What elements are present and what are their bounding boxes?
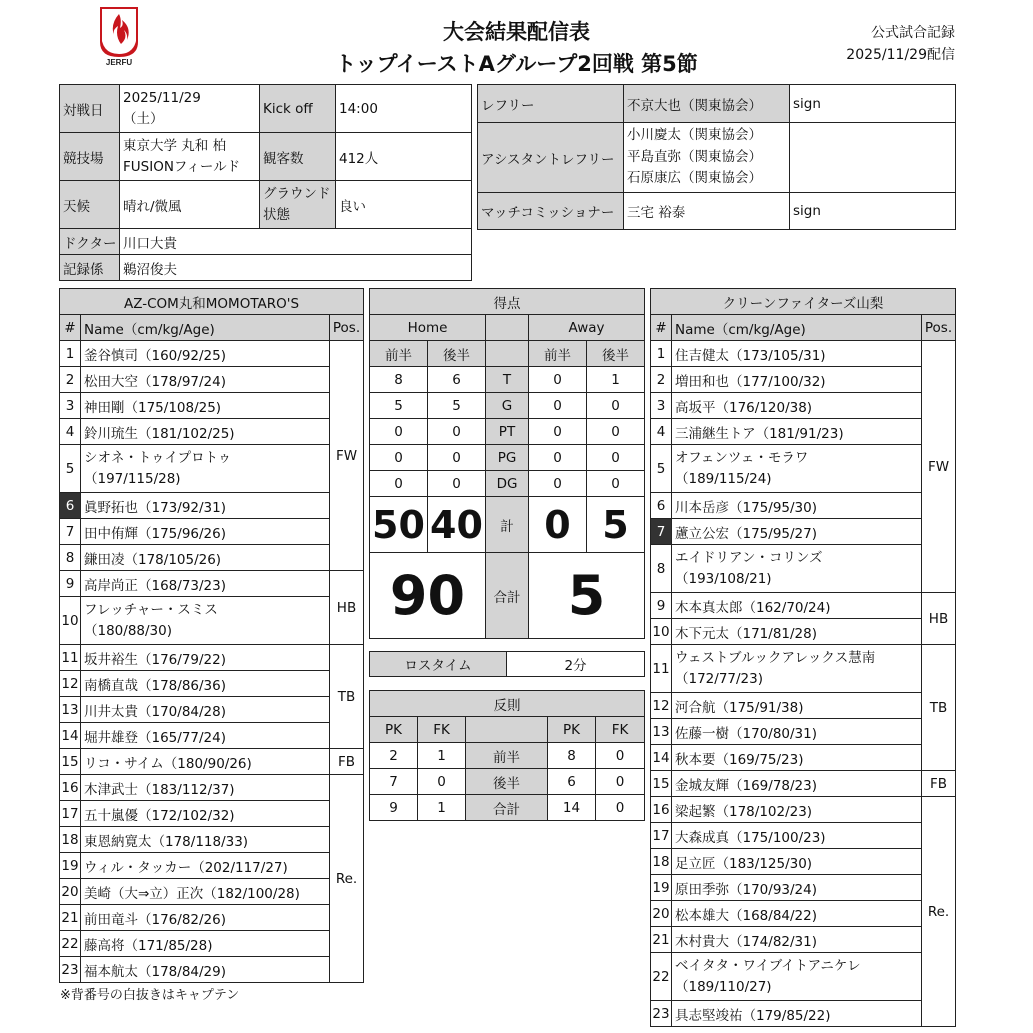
penalty-cell: 2 (370, 743, 418, 769)
player-number: 13 (60, 697, 81, 723)
away-second-half-header: 後半 (587, 341, 645, 367)
ar-label: アシスタントレフリー (478, 123, 624, 193)
player-number: 23 (651, 1001, 672, 1027)
away-roster-table (650, 288, 956, 1027)
score-cell: 0 (428, 471, 486, 497)
col-name: Name（cm/kg/Age) (672, 315, 922, 341)
score-cell: 5 (370, 393, 428, 419)
player-name: 堀井雄登（165/77/24) (81, 723, 330, 749)
player-number: 23 (60, 957, 81, 983)
penalty-title: 反則 (370, 691, 645, 717)
score-cell: 6 (428, 367, 486, 393)
score-type-label: G (486, 393, 529, 419)
score-cell: 0 (587, 445, 645, 471)
player-name: エイドリアン・コリンズ （193/108/21) (672, 545, 922, 593)
player-name: 金城友輝（169/78/23) (672, 771, 922, 797)
player-name: 秋本要（169/75/23) (672, 745, 922, 771)
score-cell: 5 (428, 393, 486, 419)
player-number: 4 (60, 419, 81, 445)
captain-number: 7 (651, 519, 672, 545)
position-reserve: Re. (330, 775, 364, 983)
player-number: 5 (60, 445, 81, 493)
score-blank (486, 315, 529, 341)
venue-label: 競技場 (60, 133, 120, 181)
player-number: 12 (60, 671, 81, 697)
captain-footnote: ※背番号の白抜きはキャプテン (60, 988, 240, 1003)
away-first-half-header: 前半 (529, 341, 587, 367)
penalty-period-label: 前半 (466, 743, 548, 769)
score-title: 得点 (370, 289, 645, 315)
penalty-cell: 0 (596, 769, 645, 795)
penalty-cell: 6 (548, 769, 596, 795)
position-tb: TB (922, 645, 956, 771)
player-name: 眞野拓也（173/92/31) (81, 493, 330, 519)
score-type-label: T (486, 367, 529, 393)
player-name: ウィル・タッカー（202/117/27) (81, 853, 330, 879)
player-name: 住吉健太（173/105/31) (672, 341, 922, 367)
doctor-label: ドクター (60, 229, 120, 255)
away-second-half-points: 5 (587, 497, 645, 553)
player-name: 高岸尚正（168/73/23) (81, 571, 330, 597)
col-num: # (60, 315, 81, 341)
penalty-blank (466, 717, 548, 743)
player-number: 9 (651, 593, 672, 619)
recorder-label: 記録係 (60, 255, 120, 281)
venue-value: 東京大学 丸和 柏 FUSIONフィールド (120, 133, 260, 181)
player-name: 前田竜斗（176/82/26) (81, 905, 330, 931)
player-name: 福本航太（178/84/29) (81, 957, 330, 983)
player-number: 4 (651, 419, 672, 445)
home-pk-header: PK (370, 717, 418, 743)
away-team-name: クリーンファイターズ山梨 (651, 289, 956, 315)
ar-values: 小川慶太（関東協会） 平島直弥（関東協会） 石原康広（関東協会） (624, 123, 790, 193)
player-name: 河合航（175/91/38) (672, 693, 922, 719)
player-name: 五十嵐優（172/102/32) (81, 801, 330, 827)
penalty-cell: 0 (418, 769, 466, 795)
player-name: リコ・サイム（180/90/26) (81, 749, 330, 775)
subtotal-label: 計 (486, 497, 529, 553)
penalty-period-label: 後半 (466, 769, 548, 795)
player-number: 18 (60, 827, 81, 853)
referee-sign: sign (790, 85, 956, 123)
commissioner-sign: sign (790, 193, 956, 230)
date-value: 2025/11/29 （土） (120, 85, 260, 133)
score-cell: 0 (529, 367, 587, 393)
player-name: 東恩納寛太（178/118/33) (81, 827, 330, 853)
player-number: 12 (651, 693, 672, 719)
referee-value: 不京大也（関東協会） (624, 85, 790, 123)
player-name: 鈴川琉生（181/102/25) (81, 419, 330, 445)
player-number: 22 (651, 953, 672, 1001)
player-number: 3 (60, 393, 81, 419)
player-name: 木下元太（171/81/28) (672, 619, 922, 645)
player-number: 8 (60, 545, 81, 571)
score-home-header: Home (370, 315, 486, 341)
home-team-name: AZ-COM丸和MOMOTARO'S (60, 289, 364, 315)
player-number: 17 (651, 823, 672, 849)
player-number: 2 (651, 367, 672, 393)
score-cell: 0 (587, 471, 645, 497)
player-name: 高坂平（176/120/38) (672, 393, 922, 419)
player-name: 木村貴大（174/82/31) (672, 927, 922, 953)
position-fw: FW (922, 341, 956, 593)
score-cell: 0 (370, 445, 428, 471)
position-hb: HB (330, 571, 364, 645)
score-cell: 0 (529, 419, 587, 445)
player-name: 南橋直哉（178/86/36) (81, 671, 330, 697)
date-label: 対戦日 (60, 85, 120, 133)
weather-label: 天候 (60, 181, 120, 229)
player-name: 田中侑輝（175/96/26) (81, 519, 330, 545)
player-number: 21 (651, 927, 672, 953)
player-name: 大森成真（175/100/23) (672, 823, 922, 849)
position-reserve: Re. (922, 797, 956, 1027)
penalty-cell: 8 (548, 743, 596, 769)
player-name: 松本雄大（168/84/22) (672, 901, 922, 927)
player-number: 14 (651, 745, 672, 771)
player-number: 17 (60, 801, 81, 827)
player-name: 松田大空（178/97/24) (81, 367, 330, 393)
score-type-label: PT (486, 419, 529, 445)
player-number: 5 (651, 445, 672, 493)
ground-label: グラウンド 状態 (260, 181, 336, 229)
score-cell: 0 (428, 419, 486, 445)
player-name: 川本岳彦（175/95/30) (672, 493, 922, 519)
ar-sign (790, 123, 956, 193)
player-number: 18 (651, 849, 672, 875)
position-fw: FW (330, 341, 364, 571)
away-total-points: 5 (529, 553, 645, 639)
player-name: 藤高将（171/85/28) (81, 931, 330, 957)
penalty-cell: 9 (370, 795, 418, 821)
player-number: 3 (651, 393, 672, 419)
player-number: 1 (651, 341, 672, 367)
score-cell: 0 (587, 419, 645, 445)
player-name: シオネ・トゥイプロトゥ （197/115/28) (81, 445, 330, 493)
score-cell: 8 (370, 367, 428, 393)
player-name: 木本真太郎（162/70/24) (672, 593, 922, 619)
penalty-period-label: 合計 (466, 795, 548, 821)
player-name: 増田和也（177/100/32) (672, 367, 922, 393)
penalty-cell: 0 (596, 743, 645, 769)
player-number: 11 (60, 645, 81, 671)
recorder-value: 鵜沼俊夫 (120, 255, 472, 281)
score-cell: 0 (370, 419, 428, 445)
player-number: 16 (651, 797, 672, 823)
home-second-half-points: 40 (428, 497, 486, 553)
away-first-half-points: 0 (529, 497, 587, 553)
page-title: 大会結果配信表 (443, 20, 590, 44)
away-fk-header: FK (596, 717, 645, 743)
player-name: フレッチャー・スミス （180/88/30) (81, 597, 330, 645)
penalty-cell: 7 (370, 769, 418, 795)
home-second-half-header: 後半 (428, 341, 486, 367)
player-number: 19 (651, 875, 672, 901)
player-number: 21 (60, 905, 81, 931)
referee-label: レフリー (478, 85, 624, 123)
penalty-cell: 0 (596, 795, 645, 821)
player-name: 神田剛（175/108/25) (81, 393, 330, 419)
home-first-half-points: 50 (370, 497, 428, 553)
player-number: 8 (651, 545, 672, 593)
player-name: 美崎（大⇒立）正次（182/100/28) (81, 879, 330, 905)
player-name: 具志堅竣祐（179/85/22) (672, 1001, 922, 1027)
player-number: 10 (60, 597, 81, 645)
score-away-header: Away (529, 315, 645, 341)
player-name: 川井太貴（170/84/28) (81, 697, 330, 723)
player-name: 木津武士（183/112/37) (81, 775, 330, 801)
attendance-value: 412人 (336, 133, 472, 181)
player-name: ウェストブルックアレックス慧南 （172/77/23) (672, 645, 922, 693)
position-fb: FB (922, 771, 956, 797)
record-type: 公式試合記録 (871, 25, 955, 41)
captain-number: 6 (60, 493, 81, 519)
player-name: 釜谷慎司（160/92/25) (81, 341, 330, 367)
player-name: 足立匠（183/125/30) (672, 849, 922, 875)
player-number: 10 (651, 619, 672, 645)
player-number: 15 (651, 771, 672, 797)
score-cell: 0 (529, 393, 587, 419)
score-cell: 0 (587, 393, 645, 419)
penalty-cell: 14 (548, 795, 596, 821)
total-label: 合計 (486, 553, 529, 639)
position-hb: HB (922, 593, 956, 645)
player-number: 13 (651, 719, 672, 745)
player-name: オフェンツェ・モラワ （189/115/24) (672, 445, 922, 493)
officials-table (477, 84, 956, 230)
home-first-half-header: 前半 (370, 341, 428, 367)
svg-text:JERFU: JERFU (105, 58, 133, 66)
player-number: 20 (651, 901, 672, 927)
player-number: 2 (60, 367, 81, 393)
loss-time-label: ロスタイム (370, 652, 507, 677)
player-number: 15 (60, 749, 81, 775)
page-subtitle: トップイーストAグループ2回戦 第5節 (335, 52, 698, 76)
score-blank (486, 341, 529, 367)
player-name: 鎌田凌（178/105/26) (81, 545, 330, 571)
score-cell: 0 (529, 445, 587, 471)
score-table (369, 288, 645, 639)
commissioner-value: 三宅 裕泰 (624, 193, 790, 230)
kickoff-label: Kick off (260, 85, 336, 133)
player-name: 三浦継生トア（181/91/23) (672, 419, 922, 445)
weather-value: 晴れ/微風 (120, 181, 260, 229)
position-fb: FB (330, 749, 364, 775)
player-name: 佐藤一樹（170/80/31) (672, 719, 922, 745)
attendance-label: 観客数 (260, 133, 336, 181)
player-number: 7 (60, 519, 81, 545)
away-pk-header: PK (548, 717, 596, 743)
col-num: # (651, 315, 672, 341)
player-name: 坂井裕生（176/79/22) (81, 645, 330, 671)
player-name: 藘立公宏（175/95/27) (672, 519, 922, 545)
player-number: 19 (60, 853, 81, 879)
score-cell: 0 (529, 471, 587, 497)
penalty-cell: 1 (418, 795, 466, 821)
penalty-cell: 1 (418, 743, 466, 769)
home-total-points: 90 (370, 553, 486, 639)
home-fk-header: FK (418, 717, 466, 743)
player-number: 6 (651, 493, 672, 519)
loss-time-table (369, 651, 645, 677)
player-name: 原田季弥（170/93/24) (672, 875, 922, 901)
home-roster-table (59, 288, 364, 983)
player-number: 1 (60, 341, 81, 367)
score-cell: 1 (587, 367, 645, 393)
player-number: 20 (60, 879, 81, 905)
commissioner-label: マッチコミッショナー (478, 193, 624, 230)
player-number: 16 (60, 775, 81, 801)
loss-time-value: 2分 (507, 652, 645, 677)
score-cell: 0 (428, 445, 486, 471)
player-number: 9 (60, 571, 81, 597)
kickoff-value: 14:00 (336, 85, 472, 133)
penalty-table (369, 690, 645, 821)
player-number: 22 (60, 931, 81, 957)
score-type-label: DG (486, 471, 529, 497)
player-number: 11 (651, 645, 672, 693)
score-type-label: PG (486, 445, 529, 471)
position-tb: TB (330, 645, 364, 749)
col-name: Name（cm/kg/Age) (81, 315, 330, 341)
col-pos: Pos. (922, 315, 956, 341)
doctor-value: 川口大貴 (120, 229, 472, 255)
player-name: ベイタタ・ワイブイトアニケレ （189/110/27) (672, 953, 922, 1001)
player-name: 梁起繁（178/102/23) (672, 797, 922, 823)
ground-value: 良い (336, 181, 472, 229)
player-number: 14 (60, 723, 81, 749)
release-date: 2025/11/29配信 (846, 47, 955, 63)
col-pos: Pos. (330, 315, 364, 341)
match-info-table (59, 84, 472, 281)
score-cell: 0 (370, 471, 428, 497)
